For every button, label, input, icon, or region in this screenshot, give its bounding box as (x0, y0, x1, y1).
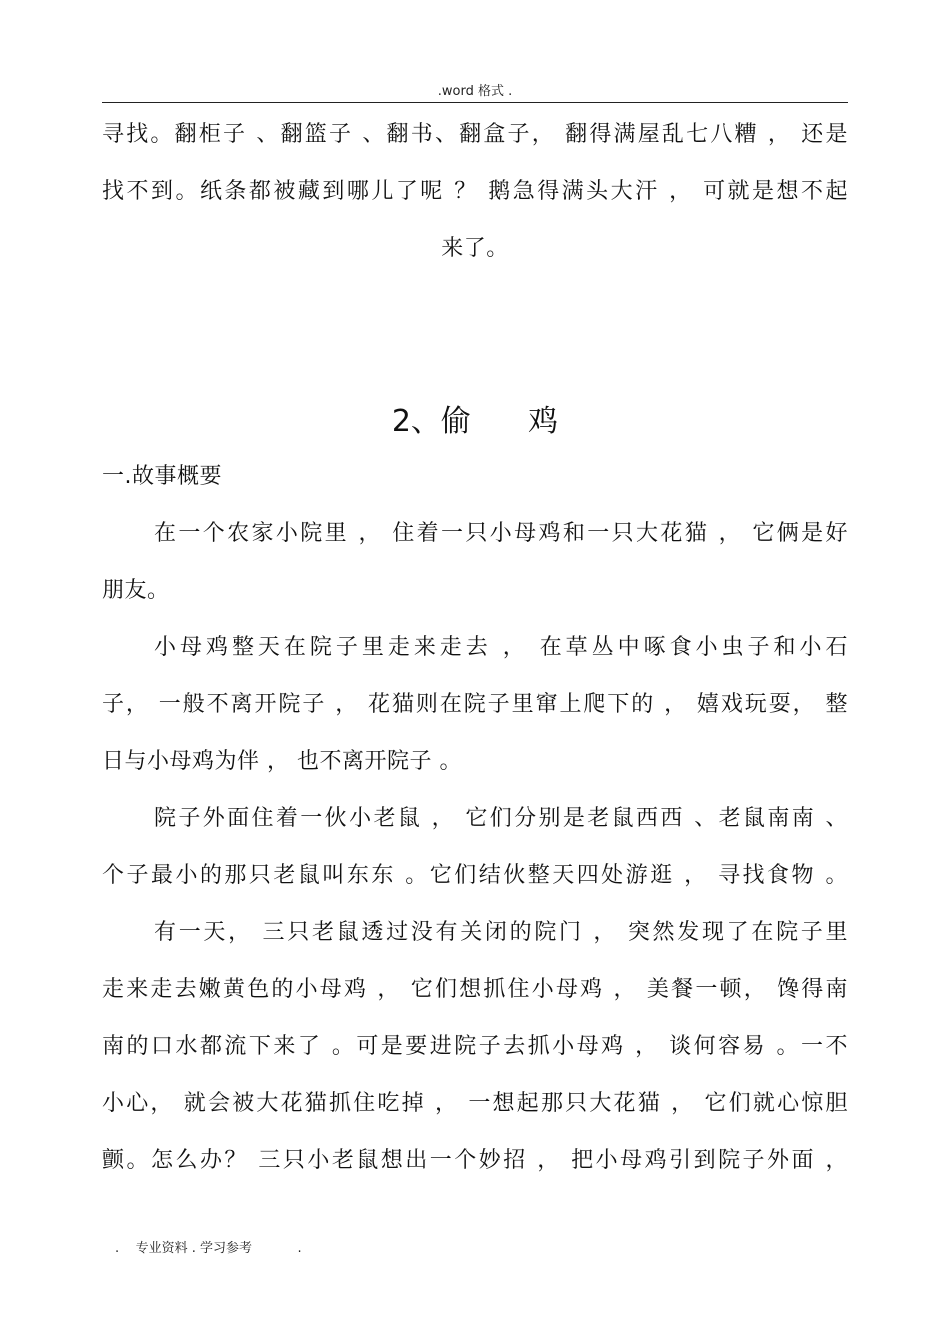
page-footer: . 专业资料 . 学习参考 . (115, 1241, 302, 1256)
section-heading: 一.故事概要 (102, 464, 222, 489)
text-line: 有一天， 三只老鼠透过没有关闭的院门 ， 突然发现了在院子里 (154, 920, 848, 945)
text-line: 来了。 (441, 236, 509, 261)
text-line: 颤。怎么办？ 三只小老鼠想出一个妙招 ， 把小母鸡引到院子外面 ， (102, 1148, 848, 1173)
text-line: 子， 一般不离开院子 ， 花猫则在院子里窜上爬下的 ， 嬉戏玩耍， 整 (102, 692, 848, 717)
text-line: 小母鸡整天在院子里走来走去 ， 在草丛中啄食小虫子和小石 (154, 635, 848, 660)
text-line: 在一个农家小院里 ， 住着一只小母鸡和一只大花猫 ， 它俩是好 (154, 521, 848, 546)
text-line: 南的口水都流下来了 。可是要进院子去抓小母鸡 ， 谈何容易 。一不 (102, 1034, 848, 1059)
text-line: 朋友。 (102, 578, 170, 603)
header-divider (102, 102, 848, 103)
text-line: 日与小母鸡为伴 ， 也不离开院子 。 (102, 749, 462, 774)
text-line: 院子外面住着一伙小老鼠 ， 它们分别是老鼠西西 、老鼠南南 、 (154, 806, 848, 831)
header-text: .word 格式 . (437, 84, 513, 99)
text-line: 找不到。纸条都被藏到哪儿了呢 ？ 鹅急得满头大汗 ， 可就是想不起 (102, 179, 848, 204)
text-line: 寻找。翻柜子 、翻篮子 、翻书、翻盒子， 翻得满屋乱七八糟 ， 还是 (102, 122, 848, 147)
text-line: 小心， 就会被大花猫抓住吃掉 ， 一想起那只大花猫 ， 它们就心惊胆 (102, 1091, 848, 1116)
story-title: 2、偷 鸡 (391, 404, 559, 439)
text-line: 走来走去嫩黄色的小母鸡 ， 它们想抓住小母鸡 ， 美餐一顿， 馋得南 (102, 977, 848, 1002)
text-line: 个子最小的那只老鼠叫东东 。它们结伙整天四处游逛 ， 寻找食物 。 (102, 863, 848, 888)
